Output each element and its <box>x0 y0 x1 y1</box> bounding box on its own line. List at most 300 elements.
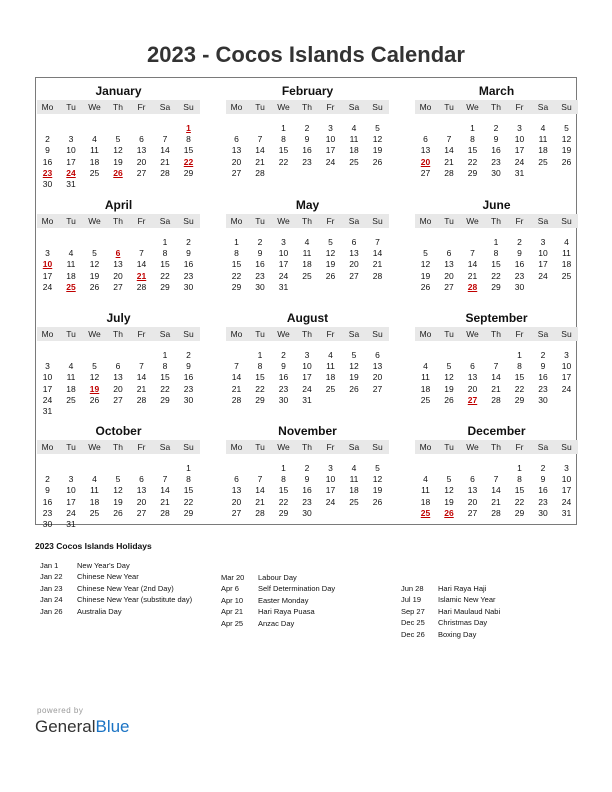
day-cell: 8 <box>493 248 499 259</box>
day-cell: 9 <box>186 248 191 259</box>
holiday-day: 22 <box>183 156 194 167</box>
weekday-label: Su <box>561 329 572 339</box>
day-cell: 3 <box>517 123 522 133</box>
day-cell: 25 <box>349 496 359 507</box>
day-cell: 20 <box>372 372 383 383</box>
day-cell: 6 <box>351 237 357 247</box>
day-cell: 17 <box>66 496 76 507</box>
weekday-header <box>415 440 578 454</box>
day-cell: 15 <box>514 372 525 383</box>
day-cell: 1 <box>257 350 263 360</box>
day-cell: 13 <box>113 372 123 383</box>
day-cell: 26 <box>113 507 123 518</box>
day-cell: 30 <box>302 507 312 518</box>
day-cell: 13 <box>113 259 123 270</box>
weekday-label: Th <box>491 102 501 112</box>
day-cell: 14 <box>372 248 383 259</box>
day-cell: 9 <box>281 361 286 372</box>
holiday-name: Hari Raya Haji <box>438 584 487 593</box>
weekday-label: Fr <box>326 329 335 339</box>
day-cell: 22 <box>255 383 265 394</box>
day-cell: 23 <box>538 496 548 507</box>
day-cell: 22 <box>160 270 170 281</box>
day-cell: 4 <box>304 237 310 247</box>
day-cell: 21 <box>231 383 242 394</box>
day-cell: 17 <box>561 485 572 496</box>
weekday-label: We <box>466 102 479 112</box>
day-cell: 28 <box>255 167 265 178</box>
day-cell: 9 <box>304 134 310 145</box>
day-cell: 6 <box>139 134 144 145</box>
day-cell: 31 <box>514 167 525 178</box>
day-cell: 10 <box>325 474 336 485</box>
day-cell: 20 <box>231 496 242 507</box>
day-cell: 23 <box>255 270 265 281</box>
day-cell: 13 <box>231 485 242 496</box>
day-cell: 3 <box>45 248 50 259</box>
holiday-date: Apr 6 <box>221 584 239 594</box>
holiday-name: Islamic New Year <box>438 595 496 605</box>
weekday-header <box>37 440 200 454</box>
day-cell: 27 <box>113 394 123 405</box>
day-cell: 12 <box>444 485 454 496</box>
day-cell: 14 <box>444 145 454 156</box>
weekday-label: We <box>88 102 101 112</box>
weekday-label: We <box>277 329 290 339</box>
day-cell: 19 <box>89 270 100 281</box>
month-name: June <box>482 198 511 212</box>
weekday-label: Sa <box>159 102 171 112</box>
day-cell: 6 <box>446 248 452 259</box>
day-cell: 10 <box>66 145 76 156</box>
day-cell: 18 <box>561 259 572 270</box>
day-cell: 4 <box>423 474 428 485</box>
day-cell: 16 <box>538 485 548 496</box>
day-cell: 3 <box>281 237 286 247</box>
weekday-label: Tu <box>255 102 265 112</box>
day-cell: 18 <box>538 145 548 156</box>
holiday-date: Jan 22 <box>40 572 63 582</box>
holiday-day: 20 <box>420 156 431 167</box>
day-cell: 8 <box>517 474 522 485</box>
day-cell: 25 <box>89 167 100 178</box>
day-cell: 21 <box>136 383 147 394</box>
day-cell: 21 <box>160 496 170 507</box>
day-cell: 10 <box>325 134 336 145</box>
weekday-label: Su <box>561 216 572 226</box>
weekday-header <box>37 327 200 341</box>
day-cell: 25 <box>349 156 359 167</box>
day-cell: 30 <box>491 167 501 178</box>
day-cell: 14 <box>160 485 170 496</box>
month-name: May <box>295 198 320 212</box>
day-cell: 30 <box>42 179 53 189</box>
day-cell: 27 <box>372 383 383 394</box>
weekday-label: Su <box>372 442 383 452</box>
day-cell: 30 <box>514 281 525 292</box>
weekday-label: Su <box>183 102 194 112</box>
page-title: 2023 - Cocos Islands Calendar <box>147 42 465 67</box>
weekday-header <box>37 214 200 228</box>
weekday-label: Su <box>183 442 194 452</box>
day-cell: 3 <box>328 123 333 133</box>
day-cell: 9 <box>304 474 310 485</box>
day-cell: 24 <box>561 496 572 507</box>
holiday-name: Hari Maulaud Nabi <box>438 606 501 616</box>
day-cell: 12 <box>561 134 572 145</box>
day-cell: 1 <box>186 463 191 473</box>
day-cell: 1 <box>493 237 499 247</box>
day-cell: 6 <box>470 474 475 485</box>
day-cell: 2 <box>493 123 499 133</box>
weekday-label: Th <box>113 329 123 339</box>
day-cell: 6 <box>234 474 239 485</box>
day-cell: 8 <box>234 248 239 259</box>
day-cell: 7 <box>162 474 168 485</box>
day-cell: 16 <box>183 259 194 270</box>
day-cell: 19 <box>113 156 123 167</box>
brand-logo[interactable] <box>35 717 130 737</box>
day-cell: 25 <box>538 156 548 167</box>
day-cell: 14 <box>255 485 265 496</box>
weekday-label: Tu <box>255 216 265 226</box>
day-cell: 27 <box>349 270 359 281</box>
day-cell: 23 <box>183 383 194 394</box>
day-cell: 20 <box>136 496 147 507</box>
day-cell: 13 <box>444 259 454 270</box>
day-cell: 21 <box>444 156 454 167</box>
day-cell: 17 <box>66 156 76 167</box>
day-cell: 8 <box>517 361 522 372</box>
day-cell: 25 <box>302 270 312 281</box>
day-cell: 24 <box>66 507 76 518</box>
day-cell: 14 <box>491 372 501 383</box>
weekday-header <box>226 214 389 228</box>
day-cell: 20 <box>136 156 147 167</box>
holiday-day: 6 <box>115 248 121 259</box>
day-cell: 24 <box>42 281 53 292</box>
day-cell: 26 <box>372 496 383 507</box>
month-name: November <box>278 424 337 438</box>
day-cell: 3 <box>328 463 333 473</box>
month-name: July <box>106 311 131 325</box>
day-cell: 24 <box>42 394 53 405</box>
day-cell: 29 <box>467 167 478 178</box>
day-cell: 11 <box>326 361 335 372</box>
day-cell: 16 <box>302 485 312 496</box>
weekday-label: Fr <box>326 442 335 452</box>
day-cell: 24 <box>278 270 289 281</box>
holiday-day: 10 <box>42 259 53 270</box>
day-cell: 23 <box>278 383 289 394</box>
powered-by-text: powered by <box>37 706 84 715</box>
day-cell: 6 <box>234 134 239 145</box>
weekday-header <box>226 100 389 114</box>
weekday-label: Sa <box>537 216 549 226</box>
day-cell: 1 <box>281 463 286 473</box>
day-cell: 20 <box>444 270 454 281</box>
day-cell: 8 <box>186 474 191 485</box>
day-cell: 8 <box>281 134 286 145</box>
holiday-name: Self Determination Day <box>258 584 336 594</box>
day-cell: 11 <box>90 485 99 496</box>
day-cell: 13 <box>349 248 359 259</box>
day-cell: 9 <box>540 474 546 485</box>
day-cell: 9 <box>540 361 546 372</box>
day-cell: 29 <box>514 507 525 518</box>
holiday-name: Chinese New Year (2nd Day) <box>77 583 174 593</box>
day-cell: 18 <box>66 270 76 281</box>
day-cell: 11 <box>421 485 430 496</box>
day-cell: 17 <box>538 259 548 270</box>
day-cell: 28 <box>491 394 501 405</box>
day-cell: 2 <box>186 350 191 360</box>
day-cell: 8 <box>162 248 168 259</box>
weekday-label: Sa <box>348 442 360 452</box>
day-cell: 14 <box>231 372 242 383</box>
holiday-day: 24 <box>66 167 76 178</box>
weekday-label: Tu <box>444 329 454 339</box>
day-cell: 3 <box>68 474 74 485</box>
weekday-label: Tu <box>66 102 76 112</box>
day-cell: 5 <box>115 474 121 485</box>
day-cell: 29 <box>160 394 170 405</box>
weekday-label: Th <box>302 442 312 452</box>
day-cell: 4 <box>351 123 357 133</box>
day-cell: 7 <box>139 361 144 372</box>
day-cell: 16 <box>302 145 312 156</box>
day-cell: 19 <box>349 372 359 383</box>
day-cell: 26 <box>372 156 383 167</box>
weekday-label: Tu <box>444 102 454 112</box>
day-cell: 20 <box>467 496 478 507</box>
day-cell: 25 <box>66 394 76 405</box>
weekday-label: We <box>466 442 479 452</box>
day-cell: 18 <box>349 145 359 156</box>
weekday-label: Tu <box>444 216 454 226</box>
day-cell: 22 <box>514 496 525 507</box>
day-cell: 21 <box>491 383 501 394</box>
weekday-label: We <box>466 216 479 226</box>
day-cell: 13 <box>372 361 383 372</box>
day-cell: 7 <box>257 474 263 485</box>
day-cell: 10 <box>514 134 525 145</box>
holiday-date: Mar 20 <box>221 573 245 582</box>
weekday-label: Tu <box>444 442 454 452</box>
weekday-label: Th <box>491 329 501 339</box>
day-cell: 9 <box>517 248 522 259</box>
day-cell: 27 <box>136 507 147 518</box>
weekday-label: Mo <box>419 216 432 226</box>
weekday-label: Su <box>183 329 194 339</box>
day-cell: 27 <box>444 281 454 292</box>
weekday-header <box>226 327 389 341</box>
day-cell: 21 <box>372 259 383 270</box>
holiday-day: 28 <box>467 281 478 292</box>
holiday-name: Boxing Day <box>438 629 477 639</box>
day-cell: 23 <box>491 156 501 167</box>
holiday-name: Anzac Day <box>258 618 295 628</box>
day-cell: 15 <box>278 145 289 156</box>
day-cell: 2 <box>45 474 50 485</box>
day-cell: 15 <box>160 259 170 270</box>
day-cell: 7 <box>493 361 499 372</box>
day-cell: 26 <box>420 281 431 292</box>
day-cell: 31 <box>66 179 76 189</box>
day-cell: 3 <box>540 237 546 247</box>
day-cell: 10 <box>561 474 572 485</box>
day-cell: 9 <box>45 145 50 156</box>
day-cell: 19 <box>561 145 572 156</box>
day-cell: 26 <box>349 383 359 394</box>
day-cell: 12 <box>349 361 359 372</box>
day-cell: 16 <box>183 372 194 383</box>
day-cell: 12 <box>372 134 383 145</box>
weekday-label: Sa <box>537 329 549 339</box>
day-cell: 15 <box>231 259 242 270</box>
day-cell: 29 <box>491 281 501 292</box>
weekday-header <box>415 100 578 114</box>
holiday-day: 25 <box>420 507 431 518</box>
day-cell: 14 <box>136 372 147 383</box>
day-cell: 20 <box>467 383 478 394</box>
day-cell: 27 <box>231 507 242 518</box>
day-cell: 15 <box>278 485 289 496</box>
month-name: March <box>478 84 515 98</box>
day-cell: 15 <box>514 485 525 496</box>
day-cell: 28 <box>136 281 147 292</box>
weekday-label: Su <box>372 329 383 339</box>
day-cell: 26 <box>89 281 100 292</box>
weekday-label: Fr <box>326 216 335 226</box>
day-cell: 23 <box>302 496 312 507</box>
day-cell: 18 <box>420 383 431 394</box>
weekday-label: We <box>466 329 479 339</box>
weekday-label: Su <box>372 102 383 112</box>
holiday-date: Dec 26 <box>401 629 425 639</box>
day-cell: 19 <box>325 259 336 270</box>
weekday-label: Mo <box>419 442 432 452</box>
day-cell: 16 <box>538 372 548 383</box>
day-cell: 1 <box>281 123 286 133</box>
day-cell: 4 <box>92 134 97 145</box>
day-cell: 5 <box>328 237 333 247</box>
month-name: February <box>281 84 334 98</box>
day-cell: 21 <box>255 496 265 507</box>
day-cell: 5 <box>115 134 121 145</box>
day-cell: 6 <box>470 361 475 372</box>
holiday-date: Sep 27 <box>401 606 425 616</box>
day-cell: 26 <box>561 156 572 167</box>
day-cell: 23 <box>538 383 548 394</box>
day-cell: 3 <box>68 134 74 145</box>
day-cell: 24 <box>538 270 548 281</box>
day-cell: 22 <box>160 383 170 394</box>
day-cell: 15 <box>183 485 194 496</box>
day-cell: 2 <box>540 463 546 473</box>
day-cell: 19 <box>420 270 431 281</box>
day-cell: 13 <box>467 372 478 383</box>
day-cell: 7 <box>375 237 380 247</box>
holiday-date: Dec 25 <box>401 618 425 628</box>
holiday-date: Jan 24 <box>40 595 63 605</box>
day-cell: 14 <box>160 145 170 156</box>
month-name: October <box>95 424 142 438</box>
day-cell: 12 <box>444 372 454 383</box>
day-cell: 10 <box>538 248 548 259</box>
month-name: September <box>465 311 528 325</box>
day-cell: 28 <box>160 167 170 178</box>
day-cell: 7 <box>470 248 475 259</box>
day-cell: 4 <box>351 463 357 473</box>
weekday-label: We <box>88 329 101 339</box>
weekday-label: Th <box>491 216 501 226</box>
day-cell: 16 <box>278 372 289 383</box>
day-cell: 22 <box>278 496 289 507</box>
day-cell: 20 <box>113 270 123 281</box>
day-cell: 5 <box>446 474 452 485</box>
day-cell: 17 <box>561 372 572 383</box>
day-cell: 15 <box>491 259 501 270</box>
day-cell: 25 <box>325 383 336 394</box>
day-cell: 22 <box>467 156 478 167</box>
day-cell: 9 <box>493 134 499 145</box>
holiday-day: 23 <box>42 167 53 178</box>
weekday-label: Mo <box>230 216 243 226</box>
day-cell: 11 <box>349 134 359 145</box>
day-cell: 11 <box>90 145 99 156</box>
day-cell: 1 <box>234 237 239 247</box>
month-name: April <box>104 198 133 212</box>
day-cell: 14 <box>255 145 265 156</box>
day-cell: 27 <box>113 281 123 292</box>
day-cell: 3 <box>304 350 310 360</box>
day-cell: 12 <box>420 259 431 270</box>
day-cell: 22 <box>183 496 194 507</box>
holiday-day: 21 <box>136 270 147 281</box>
day-cell: 15 <box>160 372 170 383</box>
day-cell: 4 <box>423 361 428 372</box>
month-name: January <box>95 84 142 98</box>
month-name: August <box>286 311 329 325</box>
day-cell: 11 <box>66 259 76 270</box>
weekday-label: We <box>88 442 101 452</box>
weekday-label: Sa <box>159 216 171 226</box>
day-cell: 27 <box>136 167 147 178</box>
day-cell: 19 <box>372 145 383 156</box>
weekday-label: Tu <box>66 442 76 452</box>
weekday-label: Su <box>561 102 572 112</box>
day-cell: 2 <box>257 237 263 247</box>
day-cell: 25 <box>89 507 100 518</box>
weekday-label: We <box>277 442 290 452</box>
day-cell: 21 <box>255 156 265 167</box>
day-cell: 5 <box>375 463 380 473</box>
day-cell: 13 <box>467 485 478 496</box>
day-cell: 17 <box>42 383 53 394</box>
day-cell: 1 <box>517 350 522 360</box>
day-cell: 5 <box>92 361 97 372</box>
day-cell: 7 <box>139 248 144 259</box>
day-cell: 30 <box>538 507 548 518</box>
weekday-label: Tu <box>66 216 76 226</box>
weekday-label: Fr <box>137 442 146 452</box>
day-cell: 27 <box>420 167 431 178</box>
holiday-name: Chinese New Year (substitute day) <box>77 595 193 605</box>
brand-general: General <box>35 717 96 736</box>
day-cell: 18 <box>89 496 100 507</box>
day-cell: 28 <box>160 507 170 518</box>
